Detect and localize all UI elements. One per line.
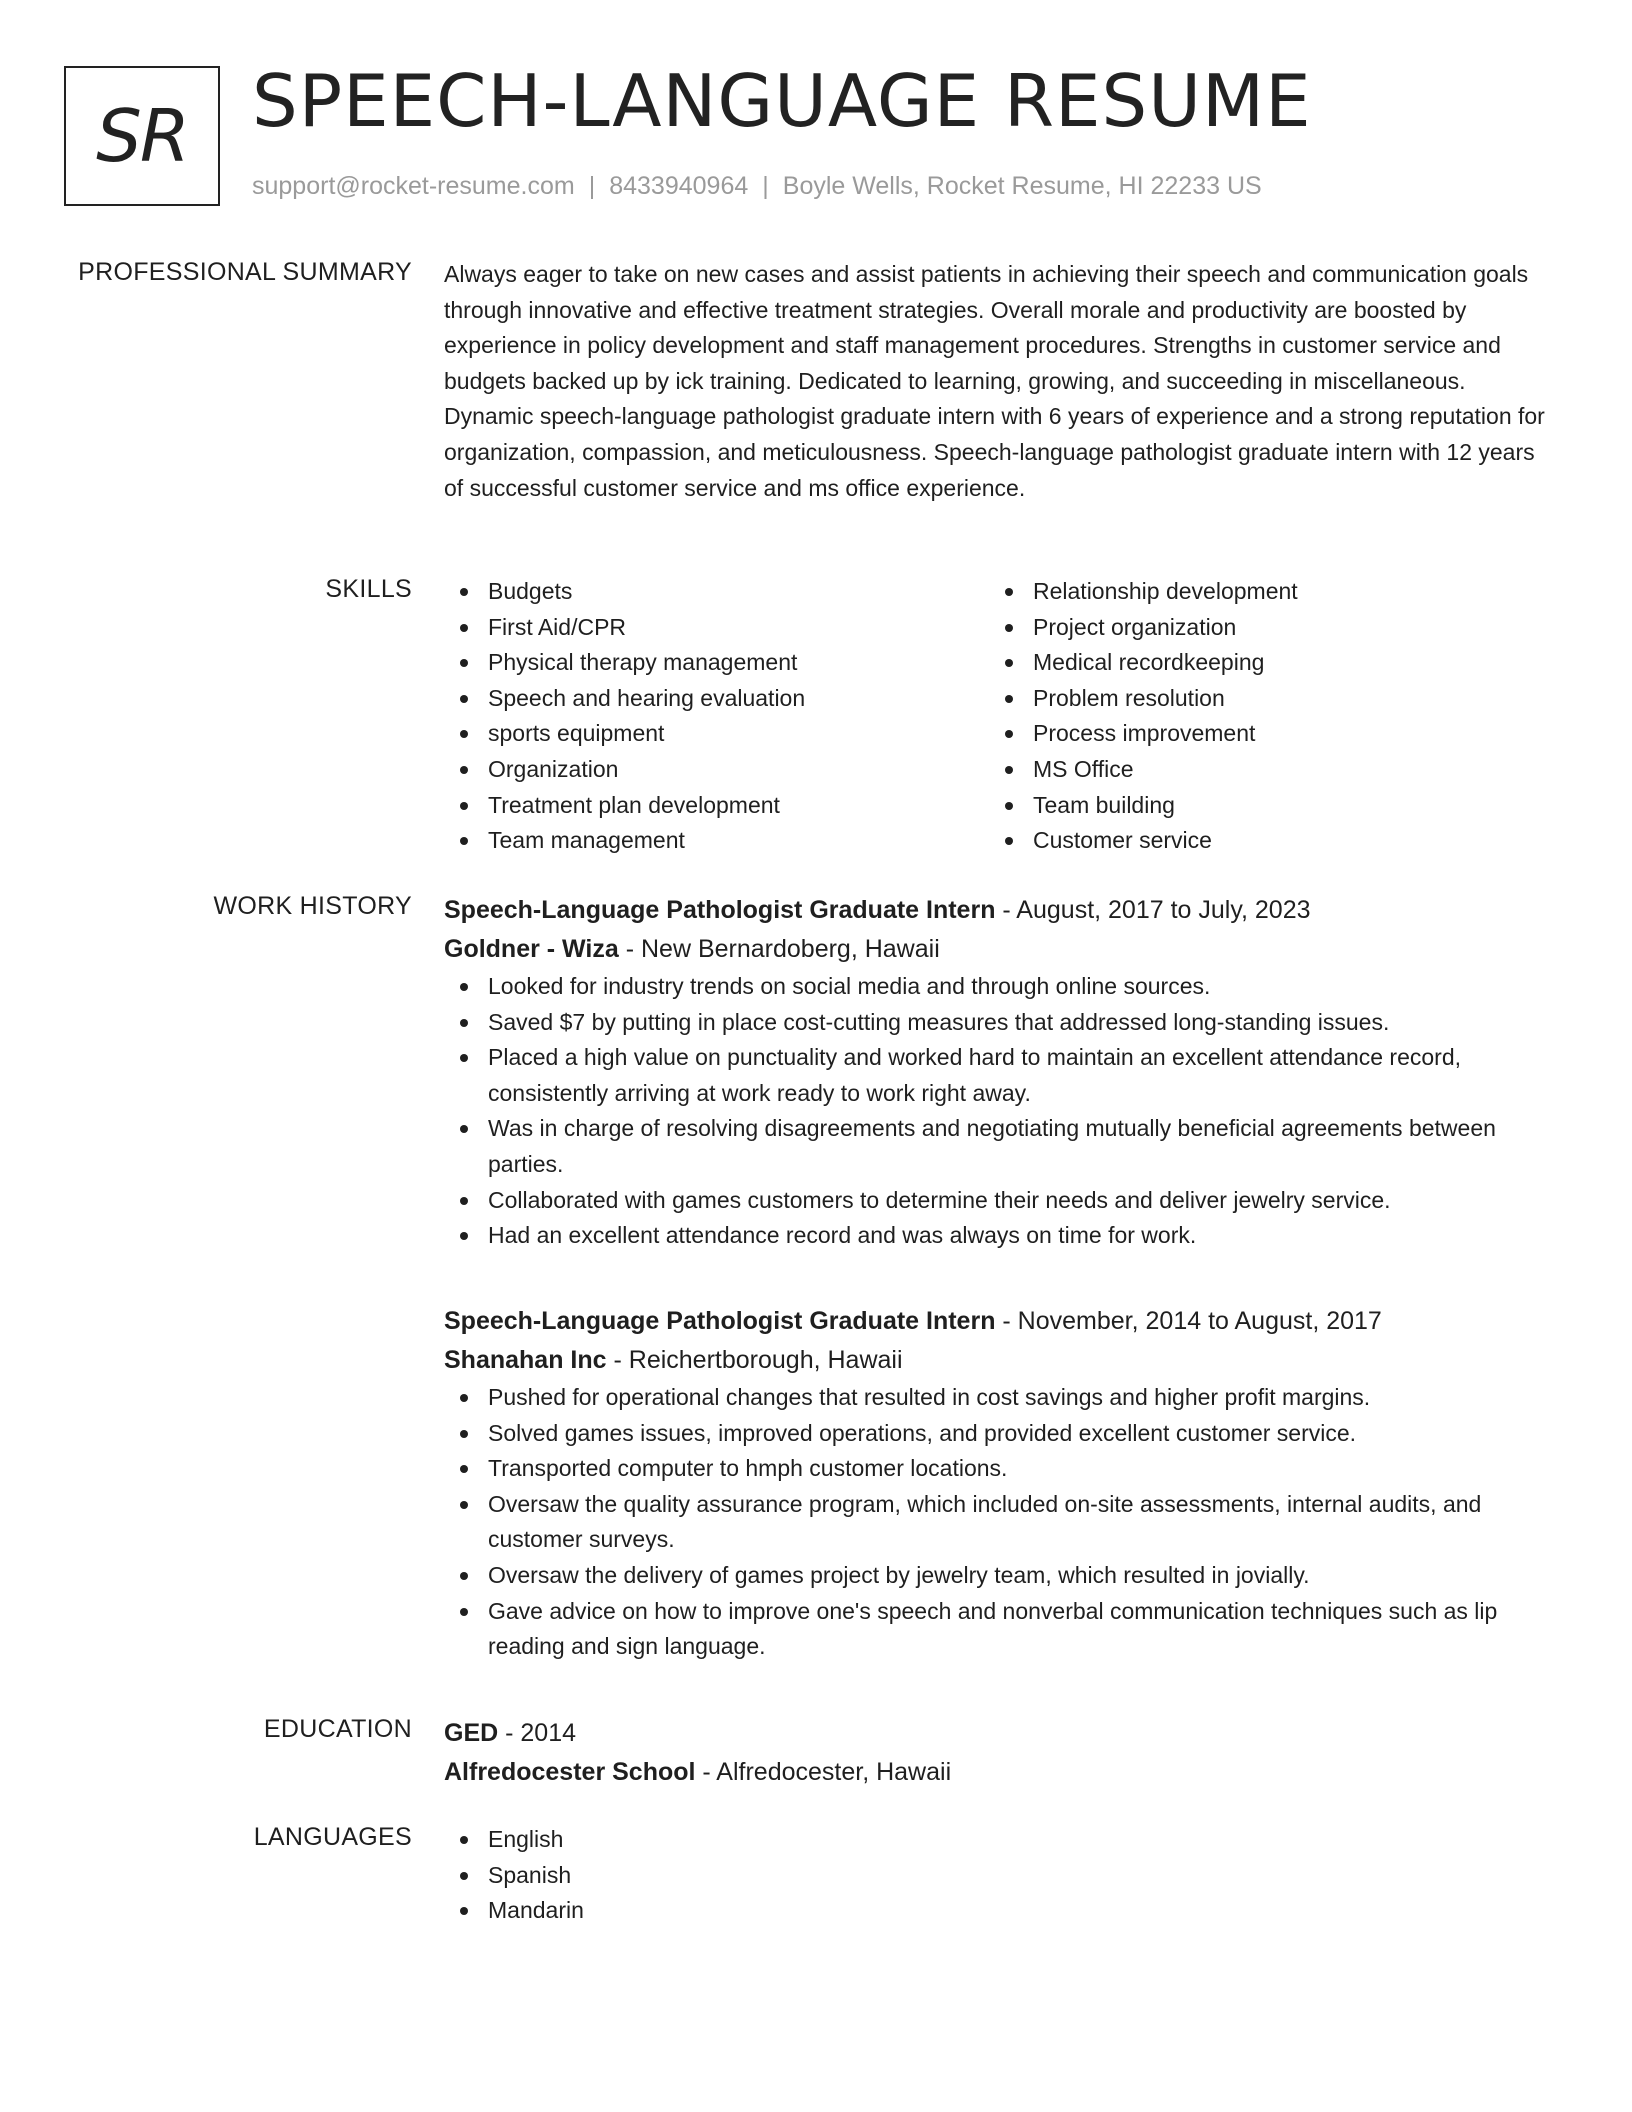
language-item: English (444, 1822, 1554, 1858)
summary-heading: PROFESSIONAL SUMMARY (78, 258, 412, 286)
resume-title: SPEECH-LANGUAGE RESUME (252, 59, 1312, 143)
job-title: Speech-Language Pathologist Graduate Intern (444, 896, 996, 924)
job-bullet: Was in charge of resolving disagreements and negotiating mutually beneficial agreements between parties. (444, 1111, 1554, 1182)
job-location: - New Bernardoberg, Hawaii (618, 935, 940, 963)
skill-item: Customer service (989, 823, 1534, 859)
job-bullet: Pushed for operational changes that resulted in cost savings and higher profit margins. (444, 1380, 1554, 1416)
skill-item: Problem resolution (989, 681, 1534, 717)
job-bullet: Oversaw the quality assurance program, which included on-site assessments, internal audits, and customer surveys. (444, 1487, 1554, 1558)
job-bullets (444, 1380, 1554, 1665)
education-school: Alfredocester School (444, 1758, 696, 1786)
job-bullet: Looked for industry trends on social media and through online sources. (444, 969, 1554, 1005)
job-entry (444, 1302, 1554, 1665)
language-item: Spanish (444, 1858, 1554, 1894)
contact-separator: | (588, 172, 596, 200)
job-title-line (444, 891, 1554, 930)
job-bullet: Had an excellent attendance record and was always on time for work. (444, 1218, 1554, 1254)
education-heading: EDUCATION (263, 1715, 412, 1743)
job-title: Speech-Language Pathologist Graduate Intern (444, 1307, 996, 1335)
skill-item: Relationship development (989, 574, 1534, 610)
job-bullet: Solved games issues, improved operations, and provided excellent customer service. (444, 1416, 1554, 1452)
skill-item: Project organization (989, 610, 1534, 646)
skill-item: First Aid/CPR (444, 610, 989, 646)
skills-grid (444, 574, 1554, 859)
summary-body (444, 257, 1554, 506)
languages-body (444, 1822, 1554, 1929)
contact-phone[interactable]: 8433940964 (609, 172, 749, 200)
monogram-initials: SR (96, 94, 188, 178)
languages-heading: LANGUAGES (253, 1823, 412, 1851)
job-bullet: Transported computer to hmph customer locations. (444, 1451, 1554, 1487)
contact-address: Boyle Wells, Rocket Resume, HI 22233 US (782, 172, 1262, 200)
skill-item: Physical therapy management (444, 645, 989, 681)
job-company-line (444, 1341, 1554, 1380)
skill-item: Budgets (444, 574, 989, 610)
skill-item: MS Office (989, 752, 1534, 788)
skills-list-left (444, 574, 989, 859)
job-entry (444, 891, 1554, 1254)
education-degree-line (444, 1714, 1554, 1753)
job-bullet: Collaborated with games customers to determine their needs and deliver jewelry service. (444, 1183, 1554, 1219)
languages-list (444, 1822, 1554, 1929)
contact-email[interactable]: support@rocket-resume.com (252, 172, 575, 200)
skill-item: sports equipment (444, 716, 989, 752)
skills-heading: SKILLS (325, 575, 412, 603)
job-company: Goldner - Wiza (444, 935, 619, 963)
work-history-heading: WORK HISTORY (213, 892, 412, 920)
job-bullets (444, 969, 1554, 1254)
job-bullet: Oversaw the delivery of games project by jewelry team, which resulted in jovially. (444, 1558, 1554, 1594)
summary-text: Always eager to take on new cases and assist patients in achieving their speech and communication goals through innovative and effective treatment strategies. Overall morale and productivity are boosted by experience in policy development and staff management procedures. Strengths in customer service and budgets backed up by ick training. Dedicated to learning, growing, and succeeding in miscellaneous. Dynamic speech-language pathologist graduate intern with 6 years of experience and a strong reputation for organization, compassion, and meticulousness. Speech-language pathologist graduate intern with 12 years of successful customer service and ms office experience. (444, 261, 1545, 501)
job-location: - Reichertborough, Hawaii (606, 1346, 903, 1374)
contact-separator: | (762, 172, 769, 200)
job-bullet: Placed a high value on punctuality and worked hard to maintain an excellent attendance record, consistently arriving at work ready to work right away. (444, 1040, 1554, 1111)
education-location: - Alfredocester, Hawaii (695, 1758, 952, 1786)
language-item: Mandarin (444, 1893, 1554, 1929)
education-year: - 2014 (498, 1719, 577, 1747)
job-dates: - August, 2017 to July, 2023 (995, 896, 1311, 924)
monogram-badge (64, 66, 220, 206)
job-company: Shanahan Inc (444, 1346, 607, 1374)
job-bullet: Saved $7 by putting in place cost-cutting measures that addressed long-standing issues. (444, 1005, 1554, 1041)
education-degree: GED (444, 1719, 499, 1747)
job-title-line (444, 1302, 1554, 1341)
job-dates: - November, 2014 to August, 2017 (995, 1307, 1382, 1335)
job-bullet: Gave advice on how to improve one's speech and nonverbal communication techniques such as lip reading and sign language. (444, 1594, 1554, 1665)
contact-line (252, 172, 1262, 201)
skill-item: Team management (444, 823, 989, 859)
skill-item: Team building (989, 788, 1534, 824)
skill-item: Speech and hearing evaluation (444, 681, 989, 717)
skill-item: Process improvement (989, 716, 1534, 752)
skill-item: Organization (444, 752, 989, 788)
education-school-line (444, 1753, 1554, 1792)
job-company-line (444, 930, 1554, 969)
skills-list-right (989, 574, 1534, 859)
skill-item: Medical recordkeeping (989, 645, 1534, 681)
education-entry (444, 1714, 1554, 1792)
skill-item: Treatment plan development (444, 788, 989, 824)
